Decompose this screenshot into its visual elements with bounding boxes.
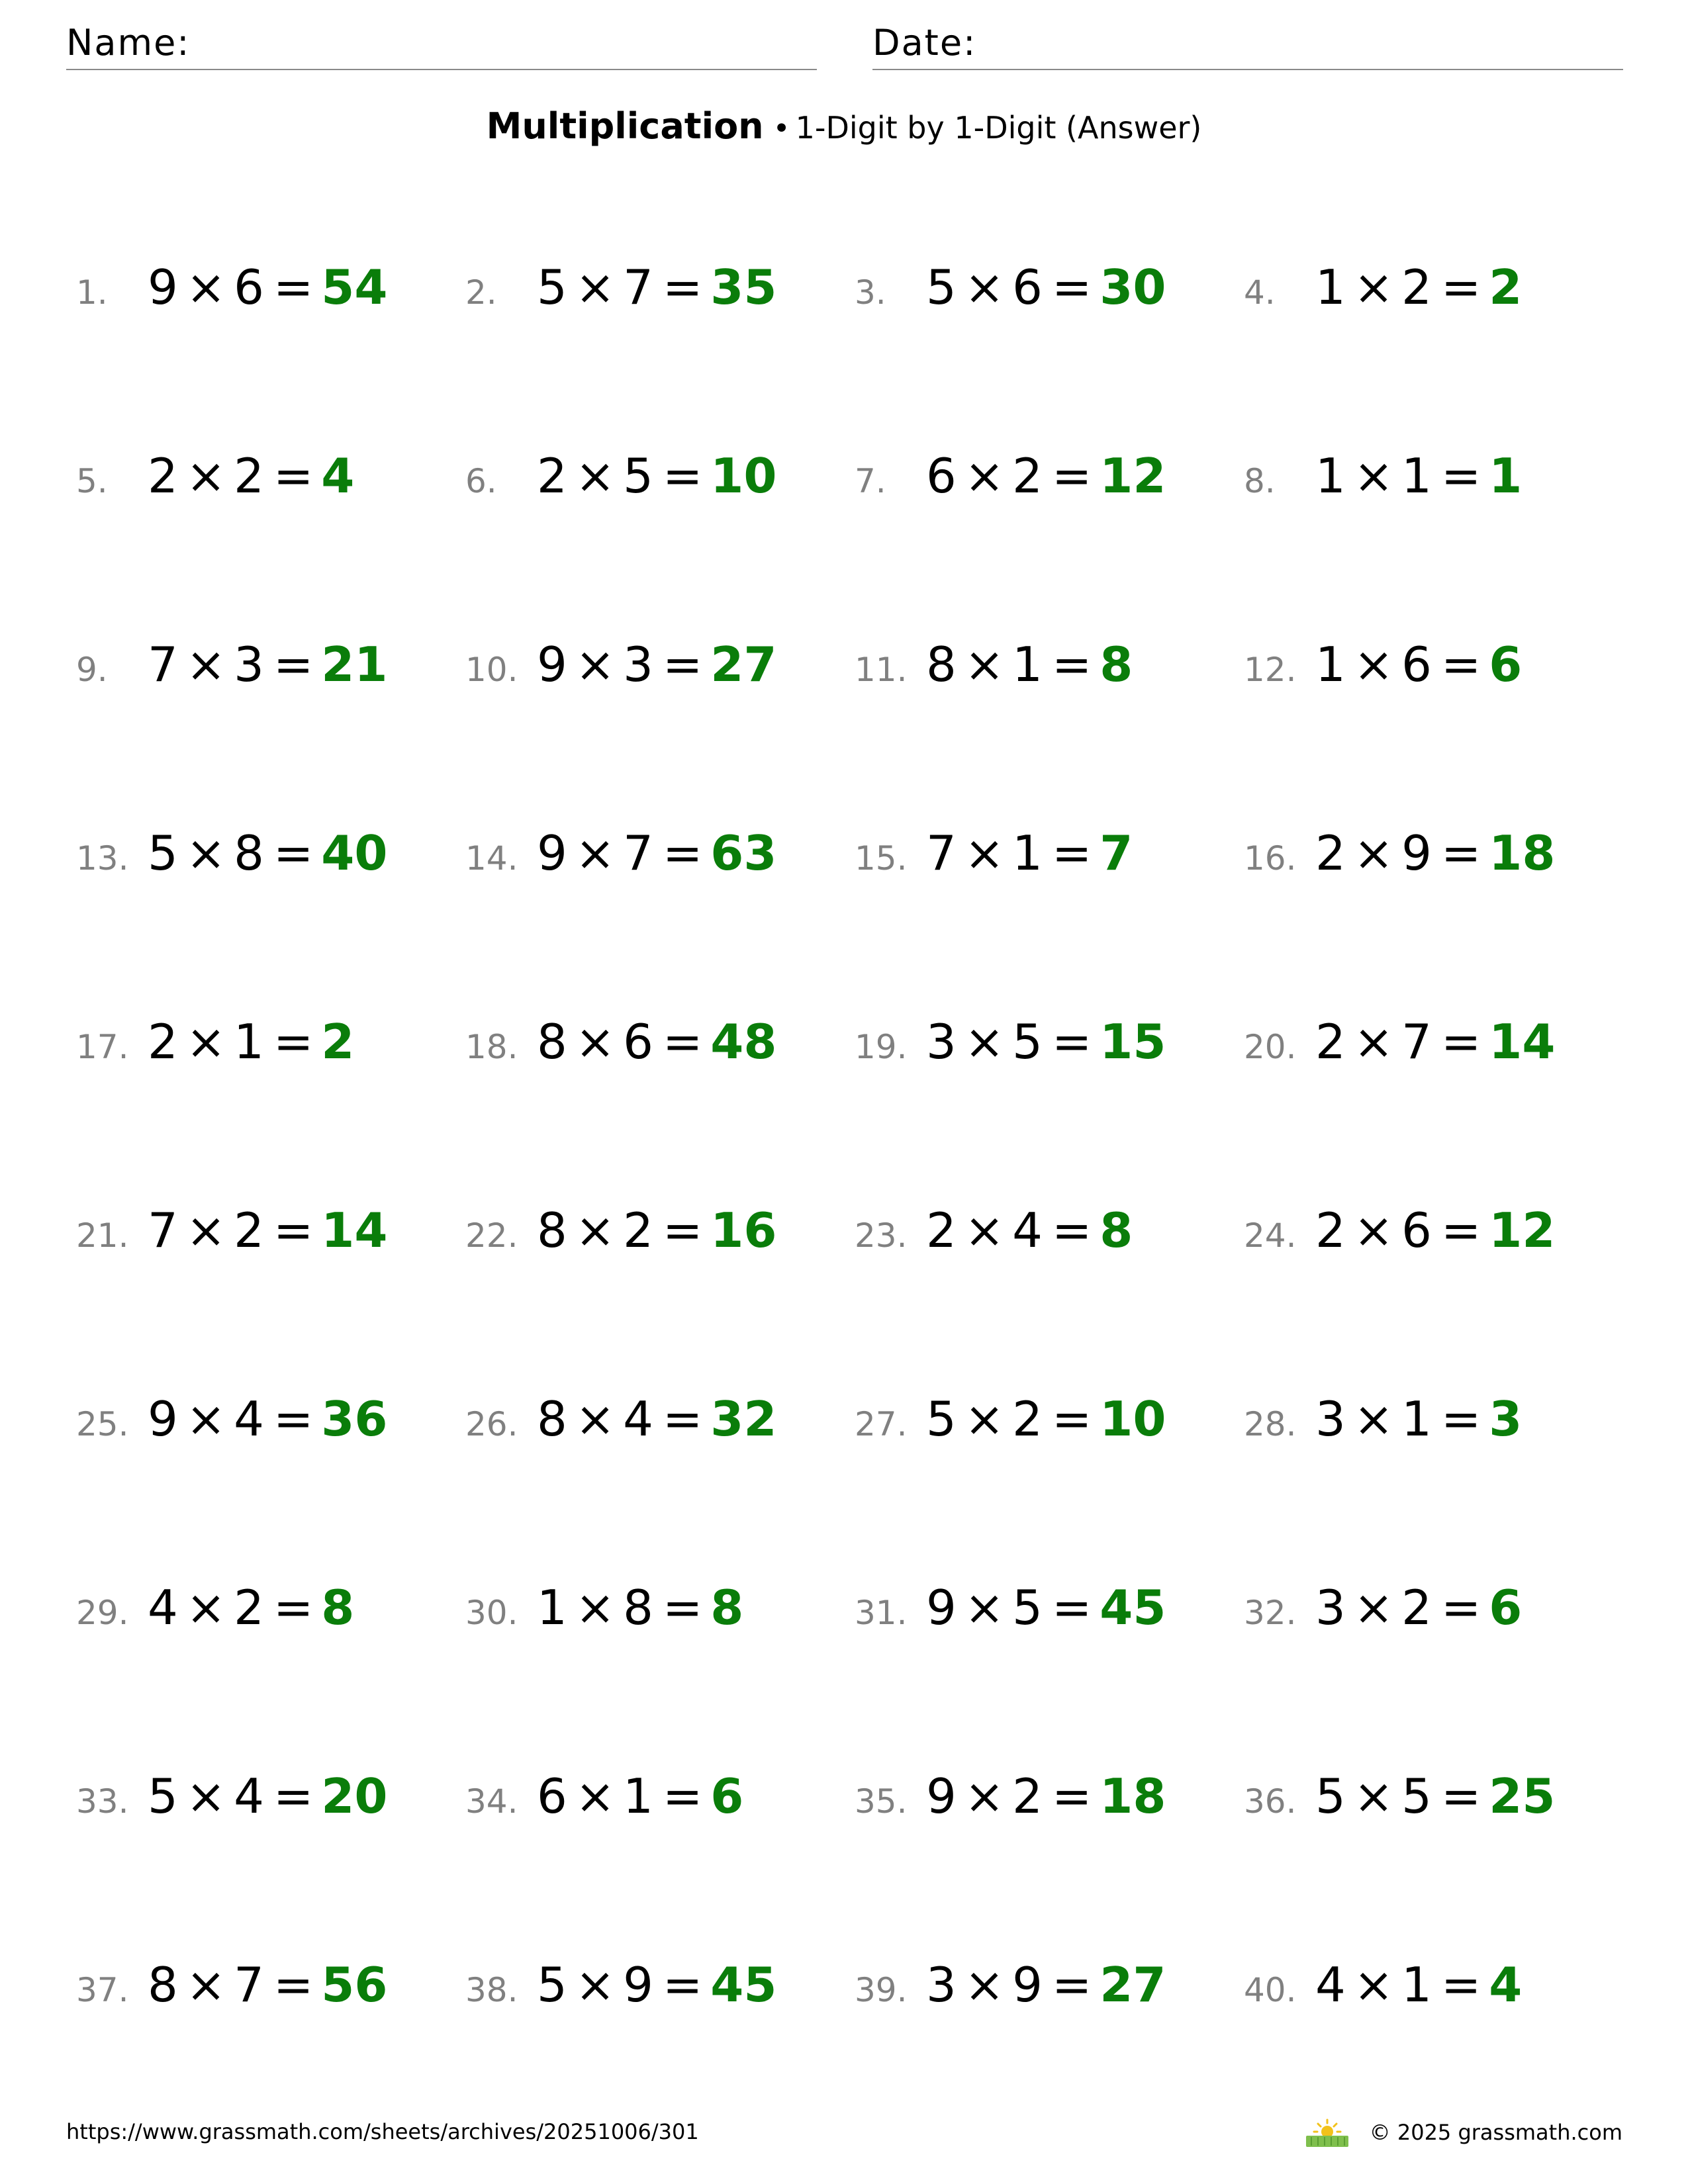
problem-number: 13. (76, 839, 129, 878)
answer: 6 (1489, 1580, 1523, 1635)
problem-number: 11. (855, 651, 908, 689)
equals-sign: = (1051, 1957, 1092, 2013)
second-factor: 8 (234, 825, 264, 881)
answer: 35 (710, 259, 777, 315)
problem-expression (537, 1959, 776, 2011)
problem-number: 30. (465, 1594, 518, 1632)
second-factor: 2 (1401, 259, 1432, 315)
problem-expression (926, 1770, 1166, 1823)
second-factor: 5 (1401, 1768, 1432, 1824)
answer: 25 (1489, 1768, 1556, 1824)
answer: 12 (1100, 448, 1166, 504)
problem-number: 15. (855, 839, 908, 878)
first-factor: 1 (1315, 259, 1346, 315)
problem-expression (926, 1582, 1166, 1634)
answer: 2 (1489, 259, 1523, 315)
second-factor: 2 (1012, 448, 1043, 504)
answer: 27 (710, 637, 777, 692)
first-factor: 7 (148, 1203, 178, 1258)
answer: 14 (321, 1203, 388, 1258)
second-factor: 6 (234, 259, 264, 315)
first-factor: 8 (537, 1014, 567, 1069)
multiply-sign: × (185, 1957, 226, 2013)
answer: 18 (1100, 1768, 1166, 1824)
multiply-sign: × (575, 825, 616, 881)
answer: 1 (1489, 448, 1523, 504)
problem-number: 6. (465, 462, 497, 500)
problem-expression (926, 639, 1133, 691)
multiply-sign: × (964, 1203, 1005, 1258)
answer: 8 (710, 1580, 744, 1635)
multiply-sign: × (964, 825, 1005, 881)
problem-expression (148, 1205, 387, 1257)
first-factor: 2 (1315, 825, 1346, 881)
problem-number: 31. (855, 1594, 908, 1632)
answer: 10 (710, 448, 777, 504)
first-factor: 2 (1315, 1203, 1346, 1258)
second-factor: 2 (623, 1203, 653, 1258)
multiply-sign: × (964, 1391, 1005, 1447)
answer: 12 (1489, 1203, 1556, 1258)
problem-expression (537, 261, 776, 314)
equals-sign: = (1440, 1391, 1481, 1447)
answer: 45 (1100, 1580, 1166, 1635)
problem-expression (148, 450, 354, 502)
equals-sign: = (1051, 825, 1092, 881)
equals-sign: = (273, 1957, 314, 2013)
answer: 21 (321, 637, 388, 692)
answer: 56 (321, 1957, 388, 2013)
multiply-sign: × (185, 637, 226, 692)
date-field[interactable] (872, 21, 1623, 70)
multiply-sign: × (575, 1580, 616, 1635)
multiply-sign: × (1353, 637, 1394, 692)
multiply-sign: × (575, 448, 616, 504)
problem-number: 21. (76, 1216, 129, 1255)
second-factor: 4 (623, 1391, 653, 1447)
equals-sign: = (662, 1768, 703, 1824)
problem-expression (148, 827, 387, 880)
problem-expression (148, 1770, 387, 1823)
problem-number: 16. (1244, 839, 1297, 878)
answer: 8 (321, 1580, 355, 1635)
first-factor: 1 (537, 1580, 567, 1635)
problem-expression (148, 261, 387, 314)
answer: 3 (1489, 1391, 1523, 1447)
problem-number: 36. (1244, 1782, 1297, 1821)
answer: 36 (321, 1391, 388, 1447)
second-factor: 9 (1401, 825, 1432, 881)
second-factor: 1 (1012, 637, 1043, 692)
answer: 40 (321, 825, 388, 881)
multiply-sign: × (1353, 448, 1394, 504)
second-factor: 5 (1012, 1580, 1043, 1635)
multiply-sign: × (575, 1957, 616, 2013)
problem-expression (1315, 1582, 1522, 1634)
first-factor: 2 (148, 1014, 178, 1069)
equals-sign: = (662, 1580, 703, 1635)
problem-expression (537, 1393, 776, 1445)
answer: 20 (321, 1768, 388, 1824)
equals-sign: = (1051, 1014, 1092, 1069)
first-factor: 5 (148, 1768, 178, 1824)
answer: 27 (1100, 1957, 1166, 2013)
problem-number: 10. (465, 651, 518, 689)
grass-sun-logo-icon (1305, 2117, 1350, 2148)
problem-number: 7. (855, 462, 886, 500)
multiply-sign: × (185, 1580, 226, 1635)
first-factor: 5 (537, 259, 567, 315)
second-factor: 6 (1401, 1203, 1432, 1258)
second-factor: 4 (234, 1391, 264, 1447)
answer: 18 (1489, 825, 1556, 881)
equals-sign: = (1051, 1391, 1092, 1447)
second-factor: 3 (623, 637, 653, 692)
equals-sign: = (1051, 1580, 1092, 1635)
problem-expression (926, 1393, 1166, 1445)
multiply-sign: × (575, 259, 616, 315)
first-factor: 5 (926, 259, 957, 315)
equals-sign: = (273, 1768, 314, 1824)
problem-expression (1315, 1959, 1522, 2011)
problem-expression (926, 1205, 1133, 1257)
equals-sign: = (273, 1203, 314, 1258)
problem-number: 17. (76, 1028, 129, 1066)
problem-expression (926, 1959, 1166, 2011)
equals-sign: = (1440, 1768, 1481, 1824)
first-factor: 9 (926, 1768, 957, 1824)
multiply-sign: × (964, 448, 1005, 504)
problem-expression (537, 1205, 776, 1257)
problem-expression (1315, 1205, 1555, 1257)
footer-copyright: © 2025 grassmath.com (1369, 2120, 1622, 2145)
second-factor: 7 (1401, 1014, 1432, 1069)
first-factor: 9 (537, 825, 567, 881)
multiply-sign: × (575, 1014, 616, 1069)
second-factor: 8 (623, 1580, 653, 1635)
first-factor: 1 (1315, 637, 1346, 692)
equals-sign: = (1440, 448, 1481, 504)
multiply-sign: × (185, 259, 226, 315)
answer: 63 (710, 825, 777, 881)
problem-number: 2. (465, 273, 497, 312)
problem-expression (1315, 1770, 1555, 1823)
title-separator: • (773, 112, 790, 146)
problem-number: 27. (855, 1405, 908, 1443)
equals-sign: = (1440, 1014, 1481, 1069)
multiply-sign: × (964, 637, 1005, 692)
title-main: Multiplication (486, 105, 764, 147)
multiply-sign: × (1353, 1203, 1394, 1258)
problem-number: 24. (1244, 1216, 1297, 1255)
equals-sign: = (1440, 259, 1481, 315)
answer: 8 (1100, 1203, 1133, 1258)
equals-sign: = (1440, 1580, 1481, 1635)
problem-number: 34. (465, 1782, 518, 1821)
equals-sign: = (1051, 448, 1092, 504)
multiply-sign: × (1353, 259, 1394, 315)
problem-expression (926, 261, 1166, 314)
second-factor: 1 (1401, 1957, 1432, 2013)
problem-expression (1315, 1016, 1555, 1068)
answer: 14 (1489, 1014, 1556, 1069)
equals-sign: = (273, 259, 314, 315)
problem-expression (537, 639, 776, 691)
multiply-sign: × (1353, 825, 1394, 881)
equals-sign: = (273, 1580, 314, 1635)
multiply-sign: × (575, 637, 616, 692)
problem-number: 29. (76, 1594, 129, 1632)
title-subtitle: 1-Digit by 1-Digit (Answer) (795, 110, 1202, 146)
problem-number: 19. (855, 1028, 908, 1066)
second-factor: 3 (234, 637, 264, 692)
second-factor: 5 (623, 448, 653, 504)
problem-expression (537, 1770, 743, 1823)
second-factor: 9 (623, 1957, 653, 2013)
first-factor: 1 (1315, 448, 1346, 504)
footer-url: https://www.grassmath.com/sheets/archives/20251006/301 (66, 2119, 699, 2144)
multiply-sign: × (1353, 1768, 1394, 1824)
equals-sign: = (273, 637, 314, 692)
answer: 30 (1100, 259, 1166, 315)
equals-sign: = (273, 1014, 314, 1069)
footer-brand (1305, 2115, 1622, 2150)
answer: 2 (321, 1014, 355, 1069)
equals-sign: = (1051, 1768, 1092, 1824)
second-factor: 1 (1401, 448, 1432, 504)
problem-number: 3. (855, 273, 886, 312)
first-factor: 2 (148, 448, 178, 504)
first-factor: 4 (148, 1580, 178, 1635)
multiply-sign: × (575, 1203, 616, 1258)
first-factor: 5 (537, 1957, 567, 2013)
second-factor: 2 (1012, 1391, 1043, 1447)
second-factor: 6 (1012, 259, 1043, 315)
answer: 45 (710, 1957, 777, 2013)
second-factor: 2 (234, 1580, 264, 1635)
multiply-sign: × (1353, 1014, 1394, 1069)
multiply-sign: × (964, 1768, 1005, 1824)
multiply-sign: × (575, 1768, 616, 1824)
first-factor: 6 (537, 1768, 567, 1824)
name-label: Name: (66, 22, 191, 64)
first-factor: 6 (926, 448, 957, 504)
problem-expression (537, 1582, 743, 1634)
first-factor: 8 (148, 1957, 178, 2013)
answer: 10 (1100, 1391, 1166, 1447)
problem-number: 12. (1244, 651, 1297, 689)
problem-expression (148, 639, 387, 691)
first-factor: 2 (1315, 1014, 1346, 1069)
second-factor: 2 (234, 448, 264, 504)
first-factor: 9 (148, 259, 178, 315)
equals-sign: = (662, 1014, 703, 1069)
second-factor: 2 (234, 1203, 264, 1258)
first-factor: 8 (537, 1203, 567, 1258)
answer: 16 (710, 1203, 777, 1258)
first-factor: 9 (148, 1391, 178, 1447)
second-factor: 1 (234, 1014, 264, 1069)
equals-sign: = (273, 448, 314, 504)
multiply-sign: × (1353, 1391, 1394, 1447)
multiply-sign: × (964, 1580, 1005, 1635)
multiply-sign: × (185, 1203, 226, 1258)
problem-expression (148, 1959, 387, 2011)
equals-sign: = (1051, 1203, 1092, 1258)
problem-number: 39. (855, 1971, 908, 2009)
answer: 15 (1100, 1014, 1166, 1069)
first-factor: 5 (926, 1391, 957, 1447)
second-factor: 1 (1012, 825, 1043, 881)
problem-expression (1315, 827, 1555, 880)
problem-expression (1315, 261, 1522, 314)
problem-number: 37. (76, 1971, 129, 2009)
first-factor: 5 (1315, 1768, 1346, 1824)
multiply-sign: × (1353, 1957, 1394, 2013)
first-factor: 2 (537, 448, 567, 504)
answer: 32 (710, 1391, 777, 1447)
first-factor: 8 (537, 1391, 567, 1447)
first-factor: 9 (926, 1580, 957, 1635)
second-factor: 9 (1012, 1957, 1043, 2013)
equals-sign: = (1440, 1957, 1481, 2013)
equals-sign: = (1051, 259, 1092, 315)
equals-sign: = (662, 1391, 703, 1447)
answer: 8 (1100, 637, 1133, 692)
problem-number: 25. (76, 1405, 129, 1443)
problem-expression (1315, 639, 1522, 691)
problem-number: 40. (1244, 1971, 1297, 2009)
problem-number: 18. (465, 1028, 518, 1066)
name-field[interactable] (66, 21, 817, 70)
multiply-sign: × (185, 1014, 226, 1069)
first-factor: 3 (1315, 1391, 1346, 1447)
multiply-sign: × (964, 259, 1005, 315)
multiply-sign: × (964, 1014, 1005, 1069)
answer: 54 (321, 259, 388, 315)
second-factor: 1 (1401, 1391, 1432, 1447)
problem-expression (537, 450, 776, 502)
first-factor: 2 (926, 1203, 957, 1258)
second-factor: 2 (1012, 1768, 1043, 1824)
answer: 6 (710, 1768, 744, 1824)
problem-expression (926, 1016, 1166, 1068)
problem-expression (1315, 450, 1522, 502)
problem-number: 35. (855, 1782, 908, 1821)
problem-number: 4. (1244, 273, 1276, 312)
equals-sign: = (273, 825, 314, 881)
first-factor: 3 (926, 1014, 957, 1069)
problem-number: 38. (465, 1971, 518, 2009)
equals-sign: = (662, 825, 703, 881)
second-factor: 7 (623, 259, 653, 315)
equals-sign: = (1440, 1203, 1481, 1258)
first-factor: 9 (537, 637, 567, 692)
second-factor: 7 (234, 1957, 264, 2013)
multiply-sign: × (185, 1391, 226, 1447)
problem-expression (537, 827, 776, 880)
answer: 7 (1100, 825, 1133, 881)
first-factor: 5 (148, 825, 178, 881)
first-factor: 3 (926, 1957, 957, 2013)
answer: 4 (321, 448, 355, 504)
second-factor: 6 (623, 1014, 653, 1069)
second-factor: 5 (1012, 1014, 1043, 1069)
problem-number: 23. (855, 1216, 908, 1255)
answer: 48 (710, 1014, 777, 1069)
equals-sign: = (662, 637, 703, 692)
equals-sign: = (1440, 825, 1481, 881)
problem-expression (1315, 1393, 1522, 1445)
problem-expression (148, 1393, 387, 1445)
problem-expression (926, 450, 1166, 502)
second-factor: 7 (623, 825, 653, 881)
answer: 6 (1489, 637, 1523, 692)
multiply-sign: × (185, 1768, 226, 1824)
multiply-sign: × (185, 825, 226, 881)
problem-number: 14. (465, 839, 518, 878)
problem-expression (148, 1016, 354, 1068)
first-factor: 4 (1315, 1957, 1346, 2013)
problem-expression (926, 827, 1133, 880)
problem-number: 28. (1244, 1405, 1297, 1443)
second-factor: 1 (623, 1768, 653, 1824)
worksheet-title (0, 105, 1688, 147)
multiply-sign: × (575, 1391, 616, 1447)
equals-sign: = (662, 448, 703, 504)
first-factor: 8 (926, 637, 957, 692)
multiply-sign: × (185, 448, 226, 504)
first-factor: 7 (148, 637, 178, 692)
problem-expression (148, 1582, 354, 1634)
problem-number: 22. (465, 1216, 518, 1255)
problem-number: 33. (76, 1782, 129, 1821)
second-factor: 4 (1012, 1203, 1043, 1258)
first-factor: 7 (926, 825, 957, 881)
problem-number: 8. (1244, 462, 1276, 500)
equals-sign: = (1051, 637, 1092, 692)
equals-sign: = (662, 1203, 703, 1258)
first-factor: 3 (1315, 1580, 1346, 1635)
multiply-sign: × (964, 1957, 1005, 2013)
problem-number: 9. (76, 651, 108, 689)
problem-number: 5. (76, 462, 108, 500)
equals-sign: = (662, 259, 703, 315)
equals-sign: = (273, 1391, 314, 1447)
equals-sign: = (662, 1957, 703, 2013)
problem-expression (537, 1016, 776, 1068)
second-factor: 4 (234, 1768, 264, 1824)
second-factor: 6 (1401, 637, 1432, 692)
answer: 4 (1489, 1957, 1523, 2013)
multiply-sign: × (1353, 1580, 1394, 1635)
problem-number: 20. (1244, 1028, 1297, 1066)
date-label: Date: (872, 22, 977, 64)
second-factor: 2 (1401, 1580, 1432, 1635)
equals-sign: = (1440, 637, 1481, 692)
problem-number: 32. (1244, 1594, 1297, 1632)
problem-number: 26. (465, 1405, 518, 1443)
problem-number: 1. (76, 273, 108, 312)
